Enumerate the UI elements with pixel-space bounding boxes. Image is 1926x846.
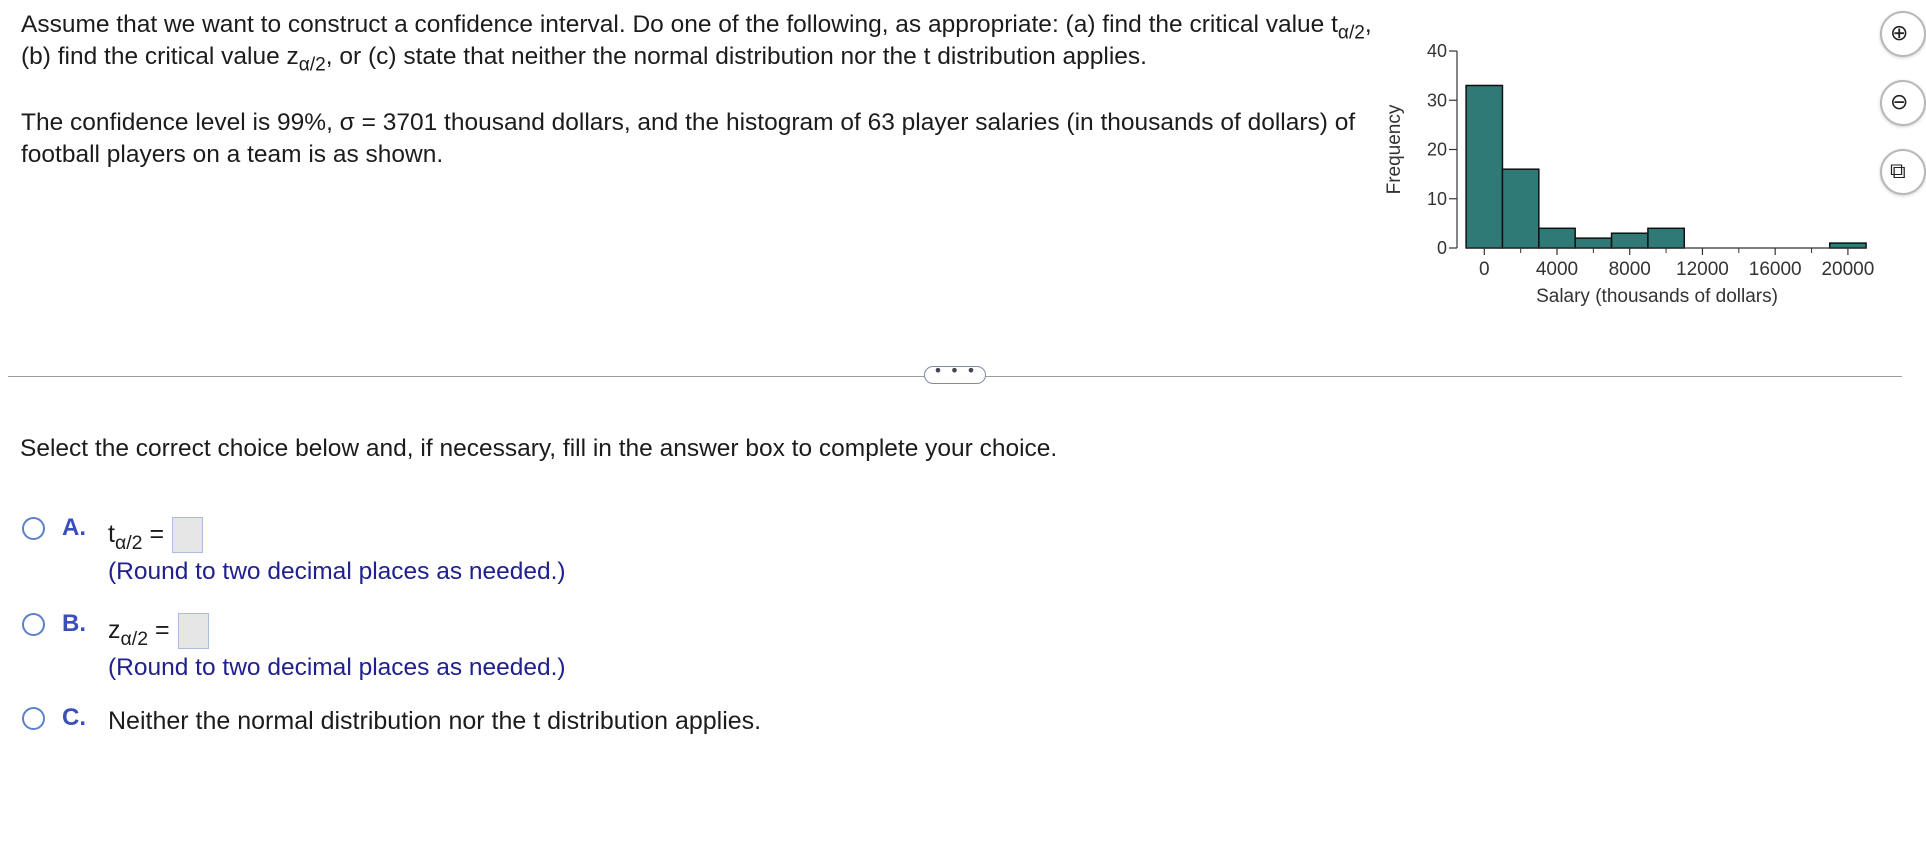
choice-a-expression: $t_{\alpha/2}$ = bbox=[108, 517, 203, 553]
salary-histogram bbox=[1370, 30, 1890, 330]
histogram-bar bbox=[1466, 85, 1502, 248]
choice-b-expression: $z_{\alpha/2}$ = bbox=[108, 613, 209, 649]
instruction-text: Select the correct choice below and, if necessary, fill in the answer box to complete your choice. bbox=[20, 435, 1058, 462]
zoom-out-icon: ⊖ bbox=[1890, 90, 1909, 115]
choice-b-radio[interactable] bbox=[22, 613, 45, 636]
y-tick-label: 40 bbox=[1426, 41, 1447, 61]
show-more-button[interactable]: • • • bbox=[924, 366, 986, 384]
t-critical-answer-input[interactable] bbox=[172, 517, 203, 553]
y-tick-label: 10 bbox=[1426, 188, 1447, 209]
x-tick-label: 12000 bbox=[1676, 259, 1729, 280]
z-critical-answer-input[interactable] bbox=[178, 613, 209, 649]
choice-b-letter: B. bbox=[62, 610, 86, 637]
histogram-bar bbox=[1612, 233, 1648, 248]
x-tick-label: 4000 bbox=[1535, 259, 1579, 280]
choice-c-radio[interactable] bbox=[22, 707, 45, 730]
choice-b-hint: (Round to two decimal places as needed.) bbox=[108, 654, 566, 681]
y-tick-label: 20 bbox=[1426, 139, 1447, 160]
x-tick-label: 0 bbox=[1478, 259, 1490, 280]
choice-a-hint: (Round to two decimal places as needed.) bbox=[108, 558, 566, 585]
histogram-bar bbox=[1575, 238, 1611, 248]
choice-c-text: Neither the normal distribution nor the t distribution applies. bbox=[108, 707, 762, 735]
x-tick-label: 8000 bbox=[1608, 259, 1651, 280]
question-given: The confidence level is 99%, σ = 3701 thousand dollars, and the histogram of 63 player salaries (in thousands of dollars) of football players on a team is as shown. bbox=[21, 109, 1356, 168]
popout-button[interactable] bbox=[1880, 149, 1926, 195]
histogram-bar bbox=[1539, 228, 1575, 248]
zoom-in-button[interactable] bbox=[1880, 11, 1926, 57]
choice-c-letter: C. bbox=[62, 704, 86, 731]
choice-a-radio[interactable] bbox=[22, 517, 45, 540]
y-tick-label: 30 bbox=[1426, 90, 1447, 111]
x-tick-label: 20000 bbox=[1821, 259, 1875, 280]
question-intro: Assume that we want to construct a confidence interval. Do one of the following, as appropriate: (a) find the critical value $t_{\alpha/2}$, (b) find the critical value $z_{\alpha/2}$, or (c) state that neither the normal distribution nor the t distribution applies. bbox=[21, 11, 1372, 76]
zoom-in-icon: ⊕ bbox=[1890, 21, 1909, 46]
x-axis-label: Salary (thousands of dollars) bbox=[1536, 286, 1778, 307]
zoom-out-button[interactable] bbox=[1880, 80, 1926, 126]
histogram-bar bbox=[1648, 228, 1684, 248]
choice-a-letter: A. bbox=[62, 514, 86, 541]
histogram-bar bbox=[1830, 243, 1866, 248]
popout-icon: ⧉ bbox=[1890, 159, 1906, 184]
histogram-bar bbox=[1502, 169, 1538, 248]
x-tick-label: 16000 bbox=[1748, 259, 1802, 280]
y-axis-label: Frequency bbox=[1384, 104, 1405, 195]
y-tick-label: 0 bbox=[1436, 238, 1447, 258]
